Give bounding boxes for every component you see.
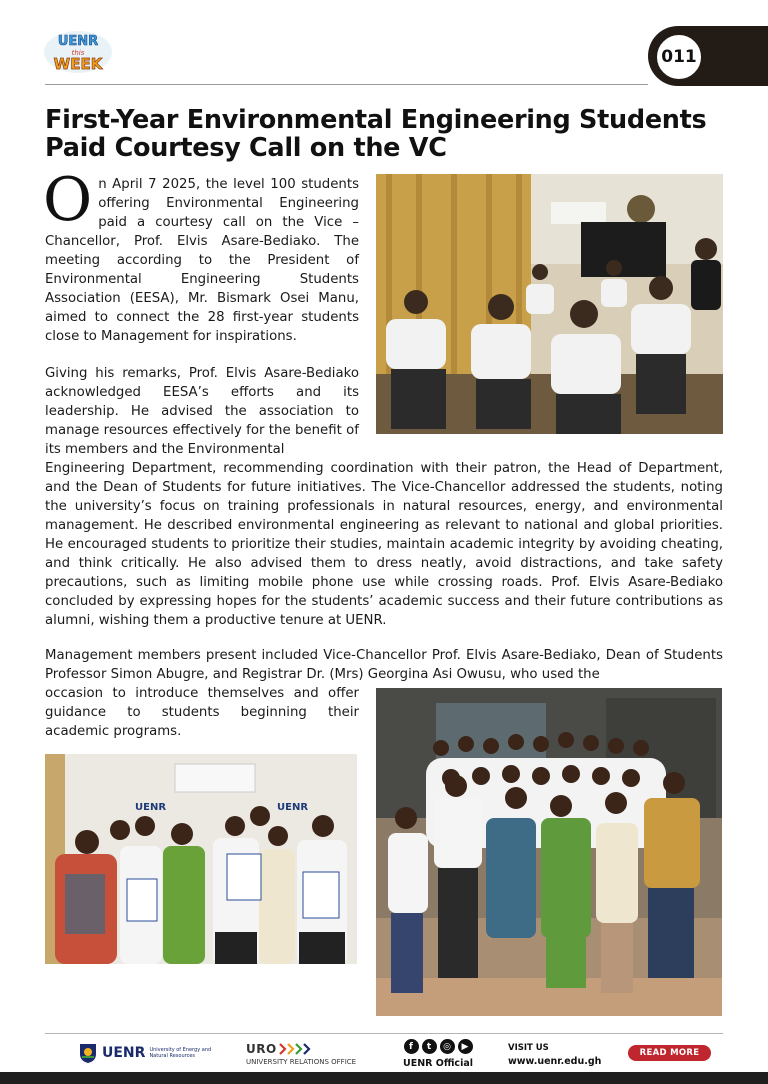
logo-text-top: UENR — [57, 34, 99, 49]
footer-uro-name: URO — [246, 1042, 277, 1056]
title-line-2: Paid Courtesy Call on the VC — [45, 133, 447, 163]
twitter-icon[interactable]: t — [422, 1039, 437, 1054]
footer-visit — [508, 1043, 601, 1067]
paragraph-1-text: n April 7 2025, the level 100 students offering Environmental Engineering paid a courtesy call on the Vice – Chancellor, Prof. Elvis Asare-Bediako. The meeting according to the President of Environmental Engineering Students Association (EESA), Mr. Bismark Osei Manu, aimed to connect the 28 first-year students close to Management for inspirations. — [45, 177, 359, 344]
footer-uenr-subtitle: University of Energy and Natural Resources — [149, 1047, 212, 1059]
website-link[interactable]: www.uenr.edu.gh — [508, 1056, 602, 1067]
header-divider — [45, 84, 648, 85]
photo-group-certificates — [45, 754, 357, 964]
read-more-button[interactable]: READ MORE — [628, 1045, 711, 1061]
uro-chevrons-icon — [279, 1043, 315, 1055]
visit-label: VISIT US — [508, 1043, 549, 1053]
drop-cap: O — [43, 165, 93, 235]
photo-group-outdoor — [376, 688, 722, 1016]
bottom-bar — [0, 1072, 768, 1084]
page-number: 011 — [654, 32, 704, 82]
social-handle: UENR Official — [402, 1058, 473, 1069]
paragraph-1 — [43, 165, 359, 346]
logo-text-bottom: WEEK — [53, 55, 103, 73]
footer-social — [398, 1039, 478, 1069]
uenr-crest-icon — [78, 1042, 98, 1064]
wall-logo-left: UENR — [135, 802, 167, 813]
footer-uenr-brand — [78, 1042, 213, 1064]
article-title — [45, 106, 735, 162]
footer-uro-brand — [246, 1042, 356, 1066]
instagram-icon[interactable]: ◎ — [440, 1039, 455, 1054]
paragraph-2-wide: Engineering Department, recommending coordination with their patron, the Head of Department, and the Dean of Students for future initiatives. The Vice-Chancellor addressed the students, noting the university’s focus on training professionals in natural resources, energy, and environmental management. He described environmental engineering as relevant to national and global priorities. He encouraged students to prioritize their studies, maintain academic integrity by avoiding cheating, and think critically. He also advised them to dress neatly, avoid distractions, and take safety precautions, such as limiting mobile phone use while crossing roads. Prof. Elvis Asare-Bediako concluded by expressing hopes for the students’ academic success and their future contributions as alumni, wishing them a productive tenure at UENR. — [45, 461, 723, 628]
uenr-this-week-logo — [42, 28, 114, 76]
logo-text-mid: this — [71, 49, 85, 57]
facebook-icon[interactable]: f — [404, 1039, 419, 1054]
footer-divider — [45, 1033, 723, 1034]
photo-students-meeting-room — [376, 174, 723, 434]
footer-uenr-name: UENR — [102, 1045, 146, 1061]
paragraph-3-narrow: occasion to introduce themselves and offer guidance to students beginning their academic programs. — [45, 686, 359, 739]
paragraph-3-wide: Management members present included Vice-Chancellor Prof. Elvis Asare-Bediako, Dean of Students Professor Simon Abugre, and Registrar Dr. (Mrs) Georgina Asi Owusu, who used the — [45, 648, 723, 682]
youtube-icon[interactable]: ▶ — [458, 1039, 473, 1054]
title-line-1: First-Year Environmental Engineering Students — [45, 105, 707, 135]
wall-logo-right: UENR — [277, 802, 309, 813]
footer-uro-subtitle: UNIVERSITY RELATIONS OFFICE — [246, 1058, 357, 1066]
paragraph-2-narrow: Giving his remarks, Prof. Elvis Asare-Bediako acknowledged EESA’s efforts and its leadership. He advised the association to manage resources effectively for the benefit of its members and the Environmental — [45, 366, 359, 457]
